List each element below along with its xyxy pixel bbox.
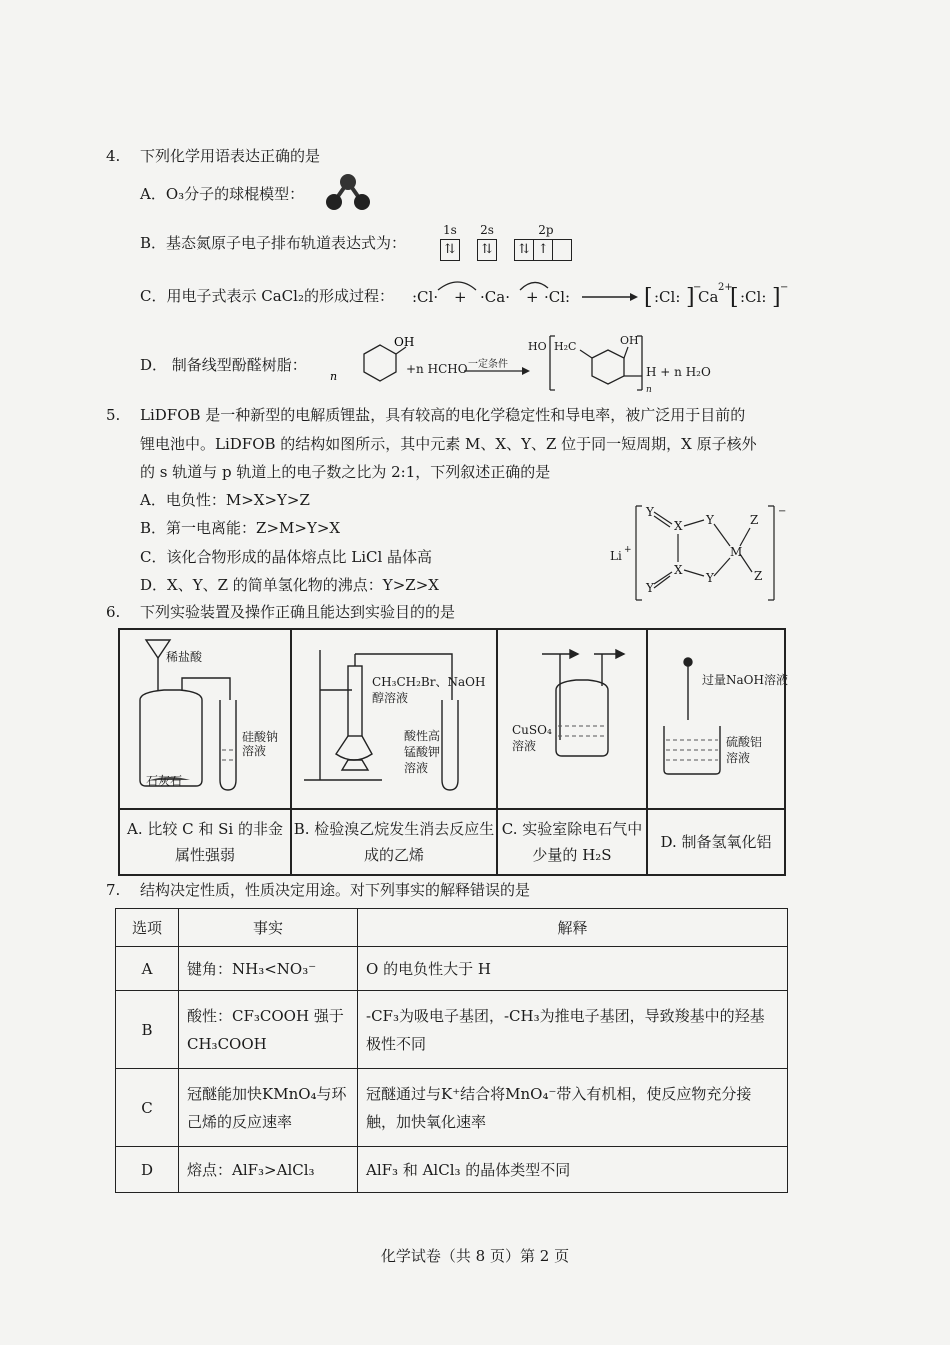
svg-text:−: − <box>778 506 787 517</box>
q7-cell: O 的电负性大于 H <box>358 947 788 991</box>
q7-cell: 酸性：CF₃COOH 强于 CH₃COOH <box>179 991 358 1069</box>
svg-text:−: − <box>780 282 788 293</box>
q7-cell: 键角：NH₃<NO₃⁻ <box>179 947 358 991</box>
table-row <box>116 1147 788 1193</box>
q7-stem: 结构决定性质，性质决定用途。对下列事实的解释错误的是 <box>140 881 531 899</box>
cacl2-electron-formula <box>408 268 788 322</box>
q7-cell: 冠醚通过与K⁺结合将MnO₄⁻带入有机相，使反应物充分接触，加快氧化速率 <box>358 1069 788 1147</box>
q7-number: 7. <box>106 881 121 899</box>
label-bromoethane: CH₃CH₂Br、NaOH醇溶液 <box>372 675 486 705</box>
svg-text:2+: 2+ <box>718 282 733 293</box>
apparatus-d-drawing <box>648 630 788 806</box>
q4-option-d: D． 制备线型酚醛树脂： <box>140 356 307 374</box>
apparatus-a <box>119 629 291 809</box>
q5-option-b: B．第一电离能：Z>M>Y>X <box>140 519 341 537</box>
ozone-ball-model <box>322 170 374 212</box>
svg-text:H₂C: H₂C <box>554 340 577 353</box>
caption-d: D. 制备氢氧化铝 <box>647 809 785 875</box>
q5-number: 5. <box>106 406 121 424</box>
svg-text:Y: Y <box>646 505 654 519</box>
svg-text:Ca: Ca <box>698 288 719 306</box>
q5-line-2: 锂电池中。LiDFOB 的结构如图所示，其中元素 M、X、Y、Z 位于同一短周期，X 原子核外 <box>140 435 757 453</box>
svg-text:OH: OH <box>394 335 415 349</box>
q4-stem: 下列化学用语表达正确的是 <box>140 147 321 165</box>
reaction-arrow-icon <box>464 366 530 376</box>
label-acidic-kmno4: 酸性高锰酸钾溶液 <box>404 729 441 775</box>
label-sodium-silicate: 硅酸钠溶液 <box>242 730 279 758</box>
q7-cell: 熔点：AlF₃>AlCl₃ <box>179 1147 358 1193</box>
q6-apparatus-table <box>118 628 786 876</box>
svg-text:·Cl:: ·Cl: <box>544 288 571 306</box>
svg-text:M: M <box>730 545 743 559</box>
svg-text:Z: Z <box>750 513 759 527</box>
q5-line-1: LiDFOB 是一种新型的电解质锂盐，具有较高的电化学稳定性和导电率，被广泛用于目前的 <box>140 406 746 424</box>
svg-text:Li: Li <box>610 549 622 563</box>
svg-text:[: [ <box>644 285 653 310</box>
orbital-label-2s: 2s <box>480 223 494 237</box>
svg-text:]: ] <box>772 285 781 310</box>
svg-text::Cl:: :Cl: <box>654 288 681 306</box>
phenolic-resin-structure <box>528 330 658 400</box>
caption-a: A. 比较 C 和 Si 的非金属性强弱 <box>119 809 291 875</box>
label-excess-naoh: 过量NaOH溶液 <box>702 673 788 687</box>
caption-c: C. 实验室除电石气中少量的 H₂S <box>497 809 647 875</box>
svg-text:OH: OH <box>620 334 639 347</box>
apparatus-d <box>647 629 788 809</box>
table-row <box>116 991 788 1069</box>
q5-option-a: A．电负性：M>X>Y>Z <box>140 491 310 509</box>
q5-option-d: D．X、Y、Z 的简单氢化物的沸点：Y>Z>X <box>140 576 439 594</box>
label-dilute-hcl: 稀盐酸 <box>166 650 203 664</box>
svg-text:n: n <box>330 370 338 383</box>
q7-cell: C <box>116 1069 179 1147</box>
label-limestone: 石灰石 <box>146 774 183 788</box>
apparatus-c-drawing <box>498 630 644 806</box>
svg-text:·Ca·: ·Ca· <box>480 288 510 306</box>
svg-text:+: + <box>624 545 632 555</box>
q7-cell: 冠醚能加快KMnO₄与环己烯的反应速率 <box>179 1069 358 1147</box>
orbital-label-2p: 2p <box>538 223 554 237</box>
svg-text:Y: Y <box>706 513 714 527</box>
q7-cell: B <box>116 991 179 1069</box>
table-row <box>116 1069 788 1147</box>
q7-header-option: 选项 <box>116 909 179 947</box>
apparatus-b <box>291 629 497 809</box>
q7-cell: AlF₃ 和 AlCl₃ 的晶体类型不同 <box>358 1147 788 1193</box>
svg-text:+: + <box>454 288 467 306</box>
q7-header-fact: 事实 <box>179 909 358 947</box>
svg-text:n: n <box>646 385 652 395</box>
q7-cell: A <box>116 947 179 991</box>
q4-option-c: C．用电子式表示 CaCl₂的形成过程： <box>140 287 394 305</box>
q6-stem: 下列实验装置及操作正确且能达到实验目的的是 <box>140 603 456 621</box>
lidfob-structure <box>606 500 790 606</box>
nitrogen-orbital-diagram: 1s ⇅ 2s ⇅ 2p ⇅ ↑ <box>440 238 572 261</box>
svg-text:−: − <box>693 282 702 293</box>
svg-text:X: X <box>674 519 683 533</box>
svg-text:X: X <box>674 563 683 577</box>
page-footer: 化学试卷（共 8 页）第 2 页 <box>380 1247 570 1265</box>
svg-text::Cl:: :Cl: <box>740 288 767 306</box>
svg-text:]: ] <box>686 285 695 310</box>
label-cuso4: CuSO₄溶液 <box>512 723 552 753</box>
svg-text:Z: Z <box>754 569 763 583</box>
q4-d-product-tail: H + n H₂O <box>646 365 711 379</box>
svg-text:HO: HO <box>528 340 547 353</box>
q7-header-explanation: 解释 <box>358 909 788 947</box>
label-aluminum-sulfate: 硫酸铝溶液 <box>726 735 763 765</box>
q5-line-3: 的 s 轨道与 p 轨道上的电子数之比为 2:1，下列叙述正确的是 <box>140 463 551 481</box>
svg-text::Cl·: :Cl· <box>412 288 439 306</box>
caption-b: B. 检验溴乙烷发生消去反应生成的乙烯 <box>291 809 497 875</box>
q7-cell: -CF₃为吸电子基团，-CH₃为推电子基团，导致羧基中的羟基极性不同 <box>358 991 788 1069</box>
q7-cell: D <box>116 1147 179 1193</box>
q6-number: 6. <box>106 603 121 621</box>
q5-option-c: C．该化合物形成的晶体熔点比 LiCl 晶体高 <box>140 548 433 566</box>
q4-option-b: B．基态氮原子电子排布轨道表达式为： <box>140 234 407 252</box>
q4-number: 4. <box>106 147 121 165</box>
svg-text:[: [ <box>730 285 739 310</box>
q4-option-a: A．O₃分子的球棍模型： <box>140 185 305 203</box>
table-row <box>116 947 788 991</box>
svg-text:Y: Y <box>646 581 654 595</box>
apparatus-b-drawing <box>292 630 494 806</box>
q7-table <box>115 908 788 1193</box>
apparatus-c <box>497 629 647 809</box>
orbital-label-1s: 1s <box>443 223 457 237</box>
q4-d-condition: 一定条件 <box>468 359 508 370</box>
svg-text:Y: Y <box>706 571 714 585</box>
svg-text:+: + <box>526 288 539 306</box>
q4-d-reagent: +n HCHO <box>406 362 468 376</box>
